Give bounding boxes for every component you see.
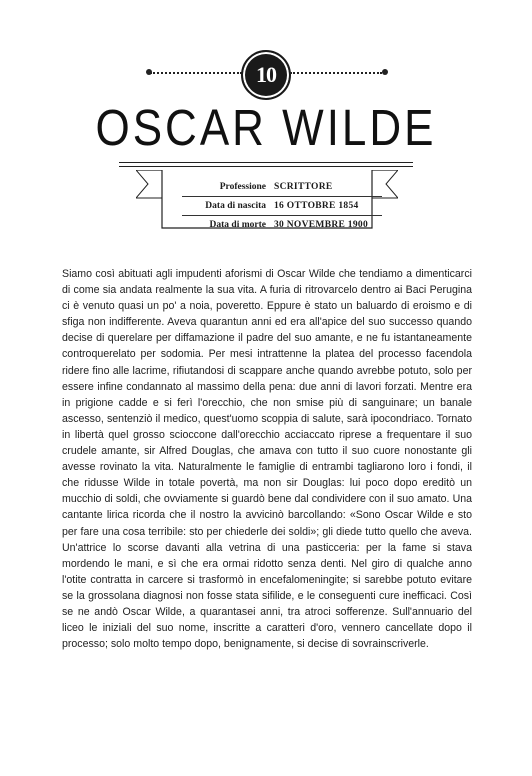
- chapter-number-badge: [241, 50, 291, 100]
- fact-value: 30 NOVEMBRE 1900: [274, 220, 368, 230]
- chapter-badge-row: [0, 48, 532, 98]
- biography-paragraph: Siamo così abituati agli impudenti aforismi di Oscar Wilde che tendiamo a dimenticarci di come sia andata realmente la sua vita. A furia di ritrovarcelo dentro ai Baci Perugina ci è venuto quasi un po' a noia, poveretto. Eppure è stato un baluardo di eroismo e di sfiga non indifferente. Aveva quarantun anni ed era all'apice del suo successo quando decise di querelare per diffamazione il padre del suo amante, e ne fu istantaneamente controquerelato per sodomia. Per mesi intrattenne la platea del processo facendola ridere fino alle lacrime, rifiutandosi di scappare anche quando avrebbe potuto, solo per essere infine condannato al massimo della pena: due anni di lavori forzati. Mentre era in prigione cadde e si ferì l'orecchio, che non smise più di sanguinare; un banale ascesso, sentenziò il medico, quest'uomo scoppia di salute, sarà ipocondriaco. Tornato in libertà quel grosso scioccone dall'orecchio acciaccato riprese a frequentare il suo crudele amante, sir Alfred Douglas, che amava con tutto il suo cuore nonostante gli avesse rovinato la vita. Naturalmente le famiglie di entrambi tagliarono loro i fondi, il che ridusse Wilde in totale povertà, ma non sir Douglas: lui poco dopo ereditò un mucchio di soldi, che ovviamente si guardò bene dal condividere con il suo amato. Una cantante lirica ricorda che il nostro la avvicinò barcollando: «Sono Oscar Wilde e sto per fare una cosa terribile: sto per chiederle dei soldi»; gli diede tutto quello che aveva. Un'attrice lo scorse davanti alla vetrina di una pasticceria: per la fame si stava mordendo le mani, e sì che era ormai ridotto senza denti. Nel giro di qualche anno l'otite contratta in carcere si trasformò in encefalomeningite; si sarebbe potuto evitare se la grossolana diagnosi non fosse stata sifilide, e le conseguenti cure inefficaci. Così se ne andò Oscar Wilde, a quarantasei anni, tra atroci sofferenze. Sull'annuario del liceo le iniziali del suo nome, inscritte a caratteri d'oro, vennero cancellate dopo il processo; solo molto tempo dopo, benignamente, si decise di sovrainscriverle.: [62, 268, 472, 651]
- fact-label: Data di nascita: [205, 201, 266, 211]
- fact-label: Professione: [219, 182, 266, 192]
- title-rule-top: [119, 162, 413, 163]
- chapter-title: OSCAR WILDE: [95, 100, 437, 157]
- fact-row-profession: [182, 178, 382, 196]
- fact-value: 16 OTTOBRE 1854: [274, 201, 359, 211]
- fact-value: SCRITTORE: [274, 182, 333, 192]
- title-rule-bottom: [119, 166, 413, 167]
- fact-row-birth: [182, 196, 382, 215]
- ornament-dot-right: [382, 69, 388, 75]
- fact-row-death: [182, 215, 382, 234]
- fact-label: Data di morte: [209, 220, 266, 230]
- chapter-number: 10: [256, 62, 276, 87]
- dotted-rule-right: [290, 72, 382, 74]
- dotted-rule-left: [150, 72, 242, 74]
- facts-table: [182, 178, 382, 234]
